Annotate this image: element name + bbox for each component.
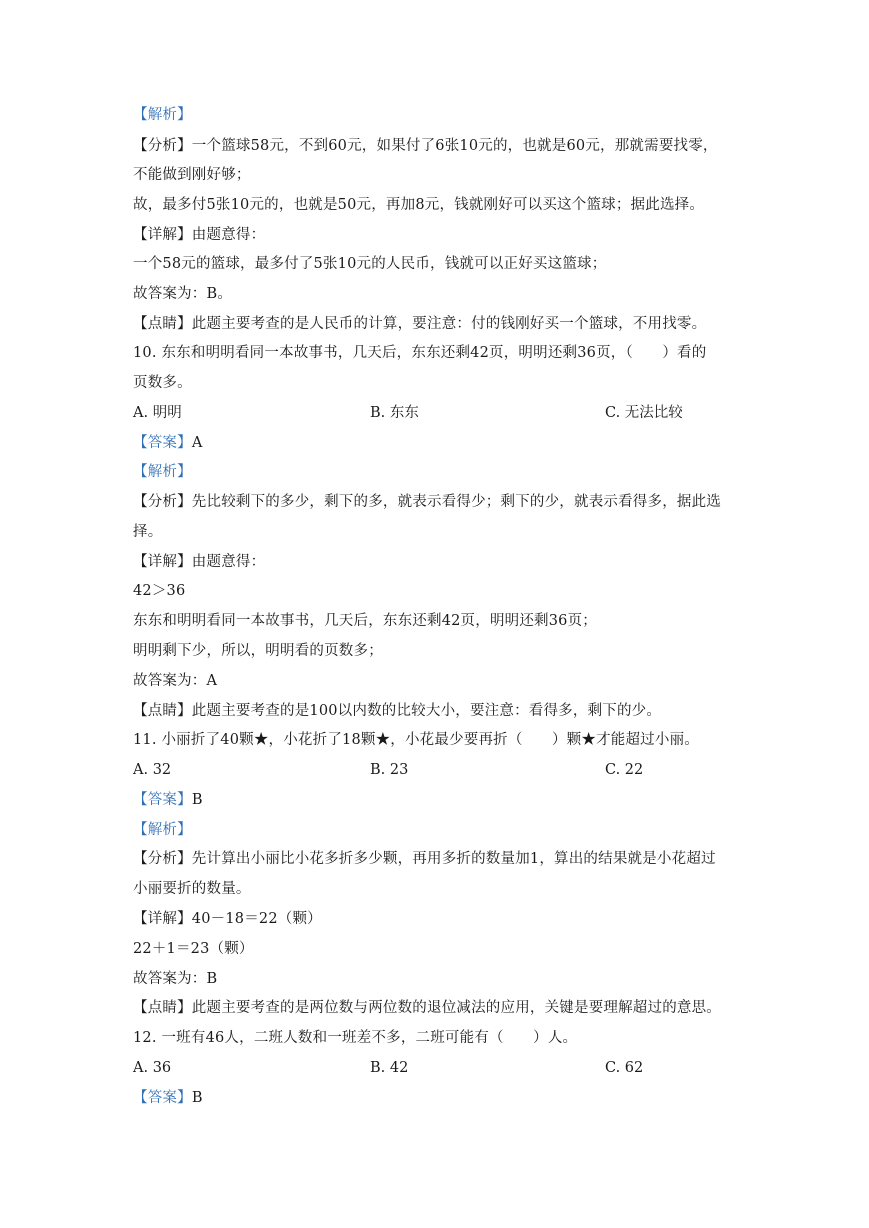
analysis-line: 小丽要折的数量。	[133, 881, 251, 897]
question-12-stem: 12. 一班有46人，二班人数和一班差不多，二班可能有（ ）人。	[133, 1030, 578, 1046]
analysis-line: 【分析】先计算出小丽比小花多折多少颗，再用多折的数量加1，算出的结果就是小花超过	[133, 851, 716, 867]
option-c: C. 62	[605, 1060, 644, 1076]
question-10-stem: 10. 东东和明明看同一本故事书，几天后，东东还剩42页，明明还剩36页，（ ）看的	[133, 345, 707, 361]
daan-tag: 【答案】	[133, 792, 192, 808]
answer-line	[133, 428, 743, 458]
answer-statement: 故答案为：A	[133, 673, 218, 689]
option-c: C. 22	[605, 762, 644, 778]
comment-line: 【点睛】此题主要考查的是两位数与两位数的退位减法的应用，关键是要理解超过的意思。	[133, 1000, 721, 1016]
detail-line: 一个58元的篮球，最多付了5张10元的人民币，钱就可以正好买这篮球；	[133, 256, 607, 272]
option-a: A. 32	[133, 762, 172, 778]
jiexi-tag: 【解析】	[133, 822, 192, 838]
option-b: B. 42	[370, 1060, 409, 1076]
detail-line: 22＋1＝23（颗）	[133, 941, 254, 957]
comment-line: 【点睛】此题主要考查的是人民币的计算，要注意：付的钱刚好买一个篮球，不用找零。	[133, 316, 707, 332]
answer-statement: 故答案为：B	[133, 971, 218, 987]
analysis-line: 择。	[133, 524, 163, 540]
detail-heading: 【详解】由题意得：	[133, 554, 266, 570]
option-b: B. 东东	[370, 405, 419, 421]
jiexi-tag: 【解析】	[133, 464, 192, 480]
daan-tag: 【答案】	[133, 1090, 192, 1106]
daan-tag: 【答案】	[133, 435, 192, 451]
option-b: B. 23	[370, 762, 409, 778]
detail-heading: 【详解】由题意得：	[133, 227, 266, 243]
analysis-line: 【分析】一个篮球58元，不到60元，如果付了6张10元的，也就是60元，那就需要找零，	[133, 138, 718, 154]
analysis-line: 不能做到刚好够；	[133, 167, 251, 183]
question-11-stem: 11. 小丽折了40颗★，小花折了18颗★，小花最少要再折（ ）颗★才能超过小丽。	[133, 732, 699, 748]
answer-value: B	[191, 1090, 203, 1106]
detail-line: 明明剩下少，所以，明明看的页数多；	[133, 643, 383, 659]
answer-statement: 故答案为：B。	[133, 286, 233, 302]
detail-line: 【详解】40－18＝22（颗）	[133, 911, 322, 927]
answer-line	[133, 1083, 743, 1113]
detail-line: 东东和明明看同一本故事书，几天后，东东还剩42页，明明还剩36页；	[133, 613, 597, 629]
question-10-stem: 页数多。	[133, 375, 192, 391]
analysis-line: 【分析】先比较剩下的多少，剩下的多，就表示看得少；剩下的少，就表示看得多，据此选	[133, 494, 721, 510]
answer-value: A	[191, 435, 203, 451]
option-a: A. 36	[133, 1060, 172, 1076]
option-c: C. 无法比较	[605, 405, 683, 421]
option-a: A. 明明	[133, 405, 182, 421]
detail-line: 42＞36	[133, 583, 186, 599]
analysis-line: 故，最多付5张10元的，也就是50元，再加8元，钱就刚好可以买这个篮球；据此选择。	[133, 197, 705, 213]
answer-value: B	[191, 792, 203, 808]
jiexi-tag: 【解析】	[133, 107, 192, 123]
answer-line	[133, 785, 743, 815]
comment-line: 【点睛】此题主要考查的是100以内数的比较大小，要注意：看得多，剩下的少。	[133, 703, 662, 719]
